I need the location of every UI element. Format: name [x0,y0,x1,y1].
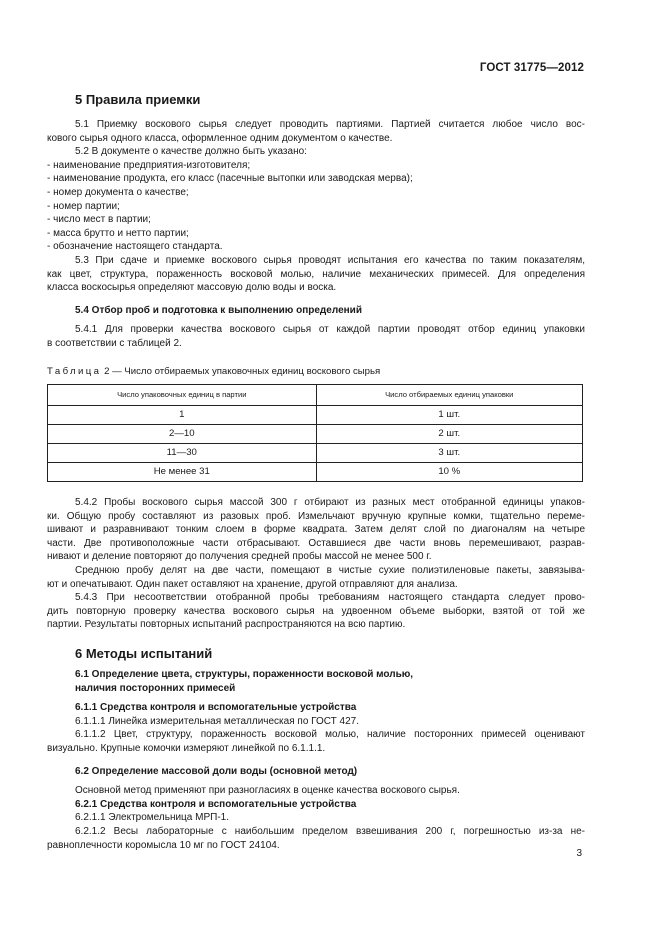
document-requirements-list [47,159,585,254]
para-5-4-1-line-2: в соответствии с таблицей 2. [47,337,182,349]
text-line: ки. Общую пробу составляют из разовых проб. Измельчают вручную крупные комки, тщательно переме- [47,510,585,522]
page-content [47,92,585,852]
para-5-1-line-2: кового сырья одного класса, оформленное одним документом о качестве. [47,132,393,144]
text-line: части. Две противоположные части отбрасывают. Оставшиеся две части вновь перемешивают, разрав- [47,537,585,549]
list-item: - наименование предприятия-изготовителя; [47,159,251,171]
para-6-1-1-1: 6.1.1.1 Линейка измерительная металлическая по ГОСТ 427. [75,715,360,727]
list-item: - число мест в партии; [47,214,151,226]
page-number: 3 [576,848,582,859]
table-cell: 2 шт. [316,425,582,444]
para-6-2: Основной метод применяют при разногласиях в оценке качества воскового сырья. [75,785,460,797]
section-6-2-1-title: 6.2.1 Средства контроля и вспомогательные устройства [75,798,357,810]
table-row [48,444,583,463]
section-5-4-title: 5.4 Отбор проб и подготовка к выполнению определений [75,304,362,316]
table-cell: 1 [48,406,317,425]
standard-code: ГОСТ 31775—2012 [479,62,584,74]
list-item: - масса брутто и нетто партии; [47,227,189,239]
para-6-1-1-2-line-2: визуально. Крупные комочки измеряют линейкой по 6.1.1.1. [47,743,326,754]
table-row [48,425,583,444]
table-caption-word: Таблица [47,365,102,377]
text-line: нивают и деление повторяют до получения средней пробы массой не менее 500 г. [47,551,432,563]
para-6-2-1-2-line-1: 6.2.1.2 Весы лабораторные с наибольшим пределом взвешивания 200 г, погрешностью из-за не- [75,825,585,837]
table-cell: 1 шт. [316,406,582,425]
text-line: ют и опечатывают. Один пакет оставляют на хранение, другой отправляют для анализа. [47,578,458,590]
para-5-4-1-line-1: 5.4.1 Для проверки качества воскового сырья от каждой партии проводят отбор единиц упаковки [75,324,585,336]
column-header: Число отбираемых единиц упаковки [316,385,582,406]
text-line: 5.4.3 При несоответствии отобранной пробы требованиям настоящего стандарта следует прово- [75,592,585,604]
text-line: партии. Результаты повторных испытаний распространяются на всю партию. [47,619,406,631]
table-row [48,463,583,482]
section-6-1-title-line-2: наличия посторонних примесей [75,682,236,694]
list-item: - номер партии; [47,200,120,212]
para-6-2-1-2-line-2: равноплечности коромысла 10 мг по ГОСТ 24104. [47,839,280,851]
para-5-3-line-3: класса воскосырья определяют массовую долю воды и воска. [47,282,337,294]
text-line: дить повторную проверку качества воскового сырья на удвоенном объеме выборки, взятой от той же [47,605,585,617]
text-line: шивают и разравнивают тонким слоем в форме квадрата. Затем делят слой по диагоналям на четыре [47,524,585,536]
table-cell: 3 шт. [316,444,582,463]
table-cell: Не менее 31 [48,463,317,482]
list-item: - номер документа о качестве; [47,186,189,198]
text-line: 5.4.2 Пробы воскового сырья массой 300 г отбирают из разных мест отобранной единицы упаков- [75,497,585,509]
table-cell: 11—30 [48,444,317,463]
list-item: - наименование продукта, его класс (пасечные вытопки или заводская мерва); [47,173,413,185]
section-5-title: 5 Правила приемки [75,92,201,107]
para-5-3-line-2: как цвет, структура, пораженность восковой молью, наличие механических примесей. Для определения [47,268,585,280]
column-header: Число упаковочных единиц в партии [48,385,317,406]
section-6-title: 6 Методы испытаний [75,646,213,662]
sampling-table [47,384,583,482]
table-cell: 2—10 [48,425,317,444]
section-6-1-title-line-1: 6.1 Определение цвета, структуры, пораженности восковой молью, [75,669,414,681]
section-6-1-1-title: 6.1.1 Средства контроля и вспомогательные устройства [75,702,357,714]
text-line: Среднюю пробу делят на две части, помещают в чистые сухие полиэтиленовые пакеты, завязыва- [75,565,585,577]
table-cell: 10 % [316,463,582,482]
para-5-3-line-1: 5.3 При сдаче и приемке воскового сырья проводят испытания его качества по таким показателям, [75,254,585,266]
para-6-1-1-2-line-1: 6.1.1.2 Цвет, структуру, пораженность восковой молью, наличие посторонних примесей оценивают [75,729,585,741]
para-5-2: 5.2 В документе о качестве должно быть указано: [75,146,307,158]
para-6-2-1-1: 6.2.1.1 Электромельница МРП-1. [75,812,229,824]
list-item: - обозначение настоящего стандарта. [47,241,223,253]
table-row [48,406,583,425]
table-2-caption [47,365,585,379]
para-5-1-line-1: 5.1 Приемку воскового сырья следует проводить партиями. Партией считается любое число вос- [75,119,585,130]
table-caption-text: 2 — Число отбираемых упаковочных единиц воскового сырья [104,365,381,377]
para-5-4-2 [47,496,585,632]
section-6-2-title: 6.2 Определение массовой доли воды (основной метод) [75,765,358,777]
